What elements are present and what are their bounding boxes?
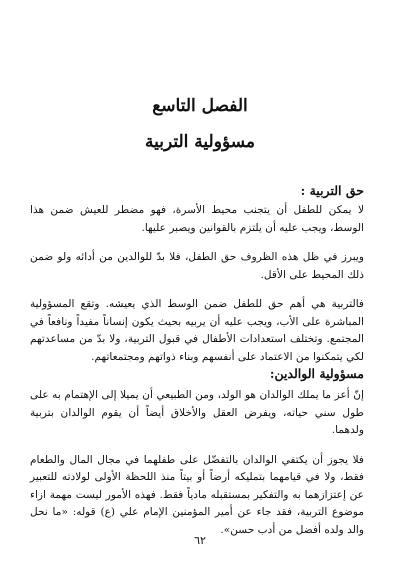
paragraph: لا يمكن للطفل أن يتجنب محيط الأسرة، فهو مضطر للعيش ضمن هذا الوسط، ويجب عليه أن يلتزم بالقوانين ويصبر عليها. bbox=[30, 204, 364, 234]
chapter-title: الفصل التاسع bbox=[152, 96, 248, 116]
section-parents-responsibility bbox=[30, 365, 364, 539]
section-heading: مسؤولية الوالدين: bbox=[269, 366, 364, 381]
page-number: ٦٢ bbox=[194, 534, 206, 547]
paragraph: فالتربية هي أهم حق للطفل ضمن الوسط الذي يعيشه. وتقع المسؤولية المباشرة على الأب، ويجب عليه أن يربيه بحيث يكون إنساناً مفيداً ونافعاً في المجتمع. وتختلف استعدادات الأطفال في قبول التربية، ولا بدّ من مساعدتهم لكي يتمكنوا من الاعتماد على أنفسهم وبناء ذواتهم ومجتمعاتهم. bbox=[30, 298, 364, 363]
paragraph: إنّ أعز ما يملك الوالدان هو الولد، ومن الطبيعي أن يميلا إلى الإهتمام به على طول سني حياته، ويفرض العقل والأخلاق أيضاً أن يقوم الوالدان بتربية ولدهما. bbox=[30, 389, 364, 436]
paragraph: ويبرز في ظل هذه الظروف حق الطفل، فلا بدّ للوالدين من أدائه ولو ضمن ذلك المحيط على الأقل. bbox=[30, 251, 364, 281]
chapter-subtitle: مسؤولية التربية bbox=[145, 132, 255, 152]
section-education-right bbox=[30, 182, 364, 366]
section-heading: حق التربية : bbox=[300, 183, 364, 198]
paragraph: فلا يجوز أن يكتفي الوالدان بالتفضّل على طفلهما في مجال المال والطعام فقط، ولا في قيامهما بتمليكه أرضاً أو بيتاً منذ اللحظة الأولى لولادته للتعبير عن إعتزازهما به والتفكير بمستقبله مادياً فقط. فهذه الأمور ليست مهمة ازاء موضوع التربية، فقد جاء عن أمير المؤمنين الإمام علي (ع) قوله: «ما نحل والد ولده أفضل من أدب حسن». bbox=[30, 453, 364, 536]
